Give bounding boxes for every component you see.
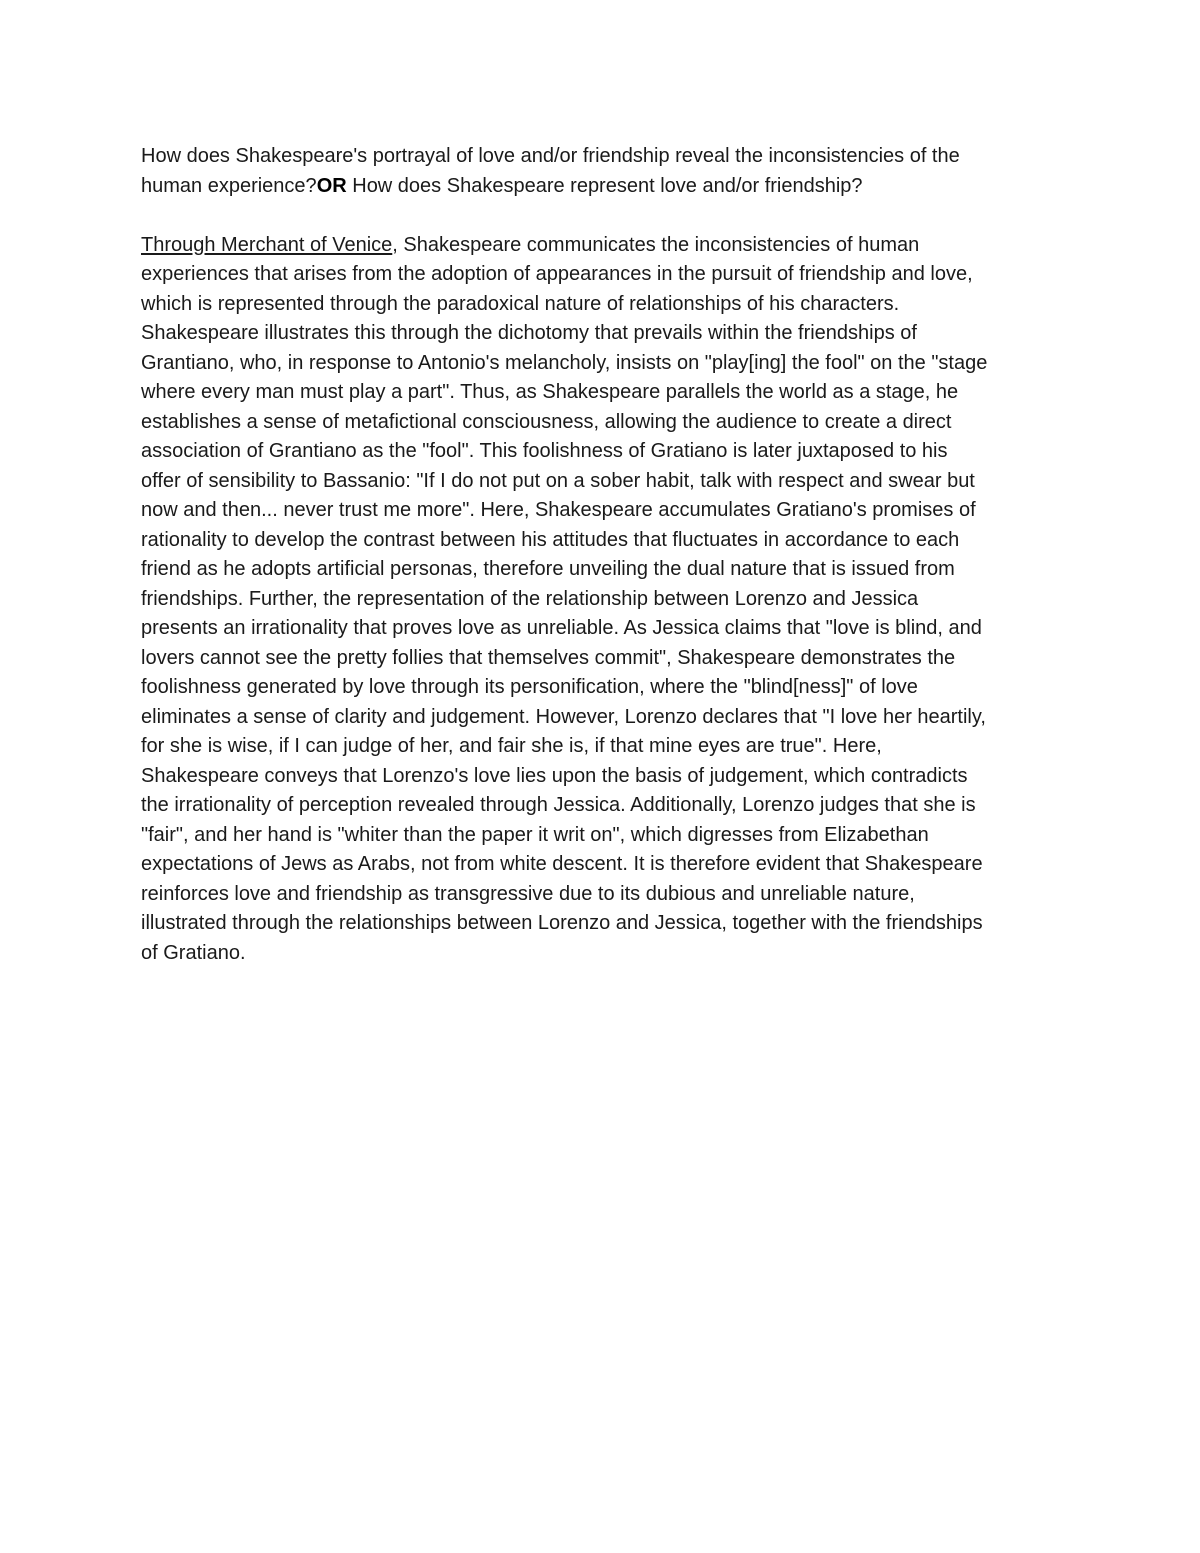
essay-line: friendships. Further, the representation of the relationship between Lorenzo and Jessica bbox=[141, 587, 919, 610]
underlined-title: Through Merchant of Venice bbox=[141, 233, 393, 256]
essay-line: for she is wise, if I can judge of her, and fair she is, if that mine eyes are true". Here, bbox=[141, 735, 882, 757]
essay-line: foolishness generated by love through its personification, where the "blind[ness]" of love bbox=[141, 676, 918, 698]
essay-line: Shakespeare conveys that Lorenzo's love lies upon the basis of judgement, which contradicts bbox=[141, 764, 968, 787]
essay-line: offer of sensibility to Bassanio: "If I do not put on a sober habit, talk with respect and swear but bbox=[141, 469, 975, 492]
essay-line: experiences that arises from the adoption of appearances in the pursuit of friendship and love, bbox=[141, 263, 973, 285]
essay-line: illustrated through the relationships between Lorenzo and Jessica, together with the friendships bbox=[141, 912, 983, 934]
essay-line: presents an irrationality that proves love as unreliable. As Jessica claims that "love is blind, and bbox=[141, 617, 982, 639]
essay-line-1-rest: , Shakespeare communicates the inconsistencies of human bbox=[392, 233, 920, 256]
essay-paragraph bbox=[141, 231, 1071, 969]
essay-line: association of Grantiano as the "fool". This foolishness of Gratiano is later juxtaposed to his bbox=[141, 440, 948, 462]
essay-line: establishes a sense of metafictional consciousness, allowing the audience to create a direct bbox=[141, 410, 952, 433]
question-line-2 bbox=[141, 172, 1071, 202]
essay-line: eliminates a sense of clarity and judgement. However, Lorenzo declares that "I love her heartily, bbox=[141, 705, 986, 728]
essay-line: "fair", and her hand is "whiter than the paper it writ on", which digresses from Elizabethan bbox=[141, 823, 929, 846]
question-line-2-end: How does Shakespeare represent love and/or friendship? bbox=[346, 174, 863, 197]
essay-line: which is represented through the paradoxical nature of relationships of his characters. bbox=[141, 292, 900, 315]
essay-line: friend as he adopts artificial personas, therefore unveiling the dual nature that is issued from bbox=[141, 558, 955, 580]
essay-line: expectations of Jews as Arabs, not from white descent. It is therefore evident that Shakespeare bbox=[141, 853, 983, 875]
essay-line: where every man must play a part". Thus, as Shakespeare parallels the world as a stage, he bbox=[141, 381, 959, 403]
essay-line: Shakespeare illustrates this through the dichotomy that prevails within the friendships of bbox=[141, 322, 917, 344]
essay-line: now and then... never trust me more". Here, Shakespeare accumulates Gratiano's promises of bbox=[141, 499, 976, 521]
or-label: OR bbox=[316, 174, 347, 197]
essay-line: of Gratiano. bbox=[141, 941, 246, 964]
question-line-2-start: human experience? bbox=[141, 174, 317, 197]
question-line-1: How does Shakespeare's portrayal of love and/or friendship reveal the inconsistencies of the bbox=[141, 145, 960, 167]
essay-line: reinforces love and friendship as transgressive due to its dubious and unreliable nature, bbox=[141, 882, 915, 905]
essay-line: lovers cannot see the pretty follies that themselves commit", Shakespeare demonstrates the bbox=[141, 646, 956, 669]
document-body bbox=[141, 142, 1071, 968]
essay-line: rationality to develop the contrast between his attitudes that fluctuates in accordance to each bbox=[141, 528, 960, 551]
essay-line: the irrationality of perception revealed through Jessica. Additionally, Lorenzo judges that she is bbox=[141, 794, 976, 816]
essay-line: Grantiano, who, in response to Antonio's melancholy, insists on "play[ing] the fool" on the "stage bbox=[141, 351, 988, 374]
essay-question bbox=[141, 142, 1071, 201]
essay-line-1 bbox=[141, 231, 1071, 261]
